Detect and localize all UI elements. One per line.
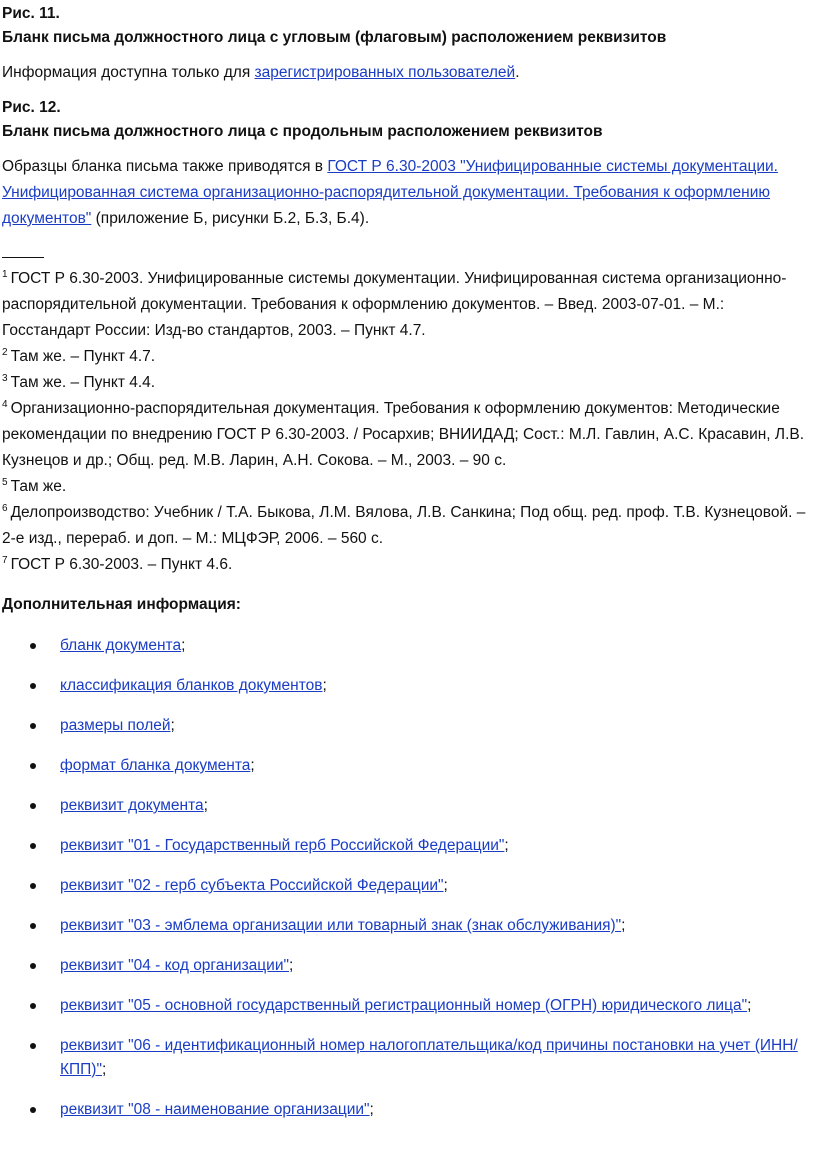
list-item-punct: ; xyxy=(504,837,509,854)
footnote-number: 2 xyxy=(2,346,8,358)
footnote-text: Там же. – Пункт 4.7. xyxy=(10,348,156,365)
footnote-text: Организационно-распорядительная документация. Требования к оформлению документов: Методические рекомендации по внедрению ГОСТ Р 6.30-2003. / Росархив; ВНИИДАД; Сост.: М.Л. Гавлин, А.С. Красавин, Л.В. Кузнецов и др.; Общ. ред. М.В. Ларин, А.Н. Сокова. – М., 2003. – 90 с. xyxy=(2,400,805,469)
related-link[interactable]: реквизит "06 - идентификационный номер налогоплательщика/код причины постановки на учет (ИНН/КПП)" xyxy=(60,1037,798,1078)
list-item xyxy=(30,754,816,778)
bullet-icon xyxy=(30,683,36,689)
related-link[interactable]: реквизит "05 - основной государственный регистрационный номер (ОГРН) юридического лица" xyxy=(60,997,748,1014)
related-link[interactable]: реквизит документа xyxy=(60,797,204,814)
samples-text: Образцы бланка письма также приводятся в xyxy=(2,158,328,175)
bullet-icon xyxy=(30,763,36,769)
list-item-punct: ; xyxy=(250,757,255,774)
figure-11-label: Рис. 11. xyxy=(2,5,60,22)
gost-link[interactable]: ГОСТ Р 6.30-2003 "Унифицированные системы документации. Унифицированная система организационно-распорядительной документации. Требования к оформлению документов" xyxy=(2,158,778,227)
list-item xyxy=(30,994,816,1018)
footnote-number: 6 xyxy=(2,502,8,514)
related-link[interactable]: размеры полей xyxy=(60,717,171,734)
list-item-punct: ; xyxy=(747,997,752,1014)
list-item-punct: ; xyxy=(289,957,294,974)
footnote-text: Делопроизводство: Учебник / Т.А. Быкова, Л.М. Вялова, Л.В. Санкина; Под общ. ред. проф. Т.В. Кузнецовой. – 2-е изд., перераб. и доп. – М.: МЦФЭР, 2006. – 560 с. xyxy=(2,504,806,547)
footnote xyxy=(2,396,816,474)
additional-info-list xyxy=(2,634,816,1122)
bullet-icon xyxy=(30,1043,36,1049)
list-item-punct: ; xyxy=(101,1061,107,1078)
footnote xyxy=(2,266,816,344)
footnote-list xyxy=(2,266,816,578)
footnote-text: ГОСТ Р 6.30-2003. – Пункт 4.6. xyxy=(10,556,233,573)
footnote-text: Там же. – Пункт 4.4. xyxy=(10,374,156,391)
footnote-text: Там же. xyxy=(10,478,67,495)
access-notice xyxy=(2,60,816,86)
list-item-punct: ; xyxy=(203,797,208,814)
registered-users-link[interactable]: зарегистрированных пользователей xyxy=(254,64,516,81)
figure-12-caption: Бланк письма должностного лица с продольным расположением реквизитов xyxy=(2,123,603,140)
list-item-punct: ; xyxy=(443,877,448,894)
footnote xyxy=(2,344,816,370)
bullet-icon xyxy=(30,883,36,889)
bullet-icon xyxy=(30,643,36,649)
list-item xyxy=(30,794,816,818)
list-item-punct: ; xyxy=(369,1101,374,1118)
list-item-punct: ; xyxy=(322,677,327,694)
footnote xyxy=(2,474,816,500)
bullet-icon xyxy=(30,723,36,729)
list-item xyxy=(30,674,816,698)
list-item xyxy=(30,1034,816,1082)
related-link[interactable]: реквизит "01 - Государственный герб Российской Федерации" xyxy=(60,837,505,854)
footnote-number: 1 xyxy=(2,268,8,280)
related-link[interactable]: реквизит "04 - код организации" xyxy=(60,957,290,974)
list-item-punct: ; xyxy=(181,637,186,654)
footnote-number: 7 xyxy=(2,554,8,566)
list-item xyxy=(30,714,816,738)
footnote xyxy=(2,370,816,396)
list-item xyxy=(30,1098,816,1122)
related-link[interactable]: классификация бланков документов xyxy=(60,677,323,694)
list-item xyxy=(30,914,816,938)
list-item xyxy=(30,834,816,858)
list-item xyxy=(30,954,816,978)
figure-11-caption: Бланк письма должностного лица с угловым (флаговым) расположением реквизитов xyxy=(2,29,667,46)
related-link[interactable]: реквизит "08 - наименование организации" xyxy=(60,1101,370,1118)
bullet-icon xyxy=(30,1003,36,1009)
list-item xyxy=(30,874,816,898)
bullet-icon xyxy=(30,843,36,849)
footnote xyxy=(2,500,816,552)
footnote xyxy=(2,552,816,578)
footnote-text: ГОСТ Р 6.30-2003. Унифицированные системы документации. Унифицированная система организационно-распорядительной документации. Требования к оформлению документов. – Введ. 2003-07-01. – М.: Госстандарт России: Изд-во стандартов, 2003. – Пункт 4.7. xyxy=(2,270,787,339)
bullet-icon xyxy=(30,803,36,809)
figure-12-label: Рис. 12. xyxy=(2,99,61,116)
samples-appendix: (приложение Б, рисунки Б.2, Б.3, Б.4). xyxy=(91,210,370,227)
related-link[interactable]: формат бланка документа xyxy=(60,757,251,774)
bullet-icon xyxy=(30,923,36,929)
bullet-icon xyxy=(30,1107,36,1113)
samples-paragraph xyxy=(2,154,816,232)
list-item-punct: ; xyxy=(621,917,626,934)
footnote-number: 5 xyxy=(2,476,8,488)
list-item-punct: ; xyxy=(170,717,175,734)
access-notice-end: . xyxy=(515,64,520,81)
bullet-icon xyxy=(30,963,36,969)
footnote-number: 4 xyxy=(2,398,8,410)
related-link[interactable]: реквизит "02 - герб субъекта Российской Федерации" xyxy=(60,877,444,894)
list-item xyxy=(30,634,816,658)
access-notice-text: Информация доступна только для xyxy=(2,64,255,81)
additional-info-heading: Дополнительная информация: xyxy=(2,596,241,613)
related-link[interactable]: реквизит "03 - эмблема организации или товарный знак (знак обслуживания)" xyxy=(60,917,622,934)
footnote-number: 3 xyxy=(2,372,8,384)
related-link[interactable]: бланк документа xyxy=(60,637,182,654)
